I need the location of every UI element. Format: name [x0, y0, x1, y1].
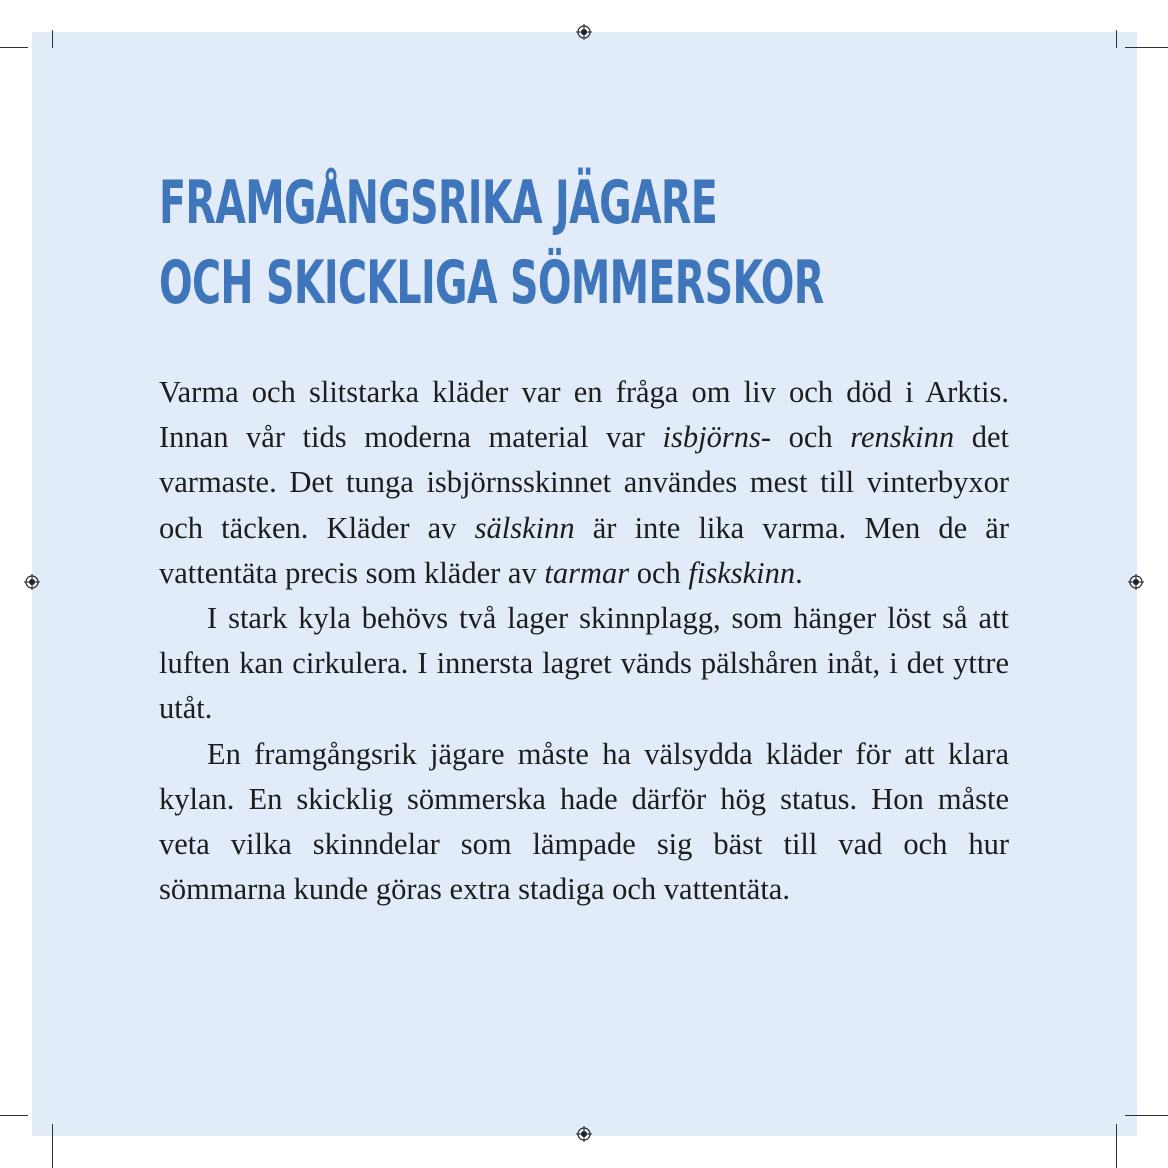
paragraph-1-text: det varmaste. Det tunga isbjörnsskinnet användes mest till vinterbyxor och täcken. Kläder av — [159, 420, 1009, 545]
italic-term: sälskinn — [474, 510, 575, 545]
italic-term: fiskskinn — [688, 555, 796, 590]
registration-mark-icon — [24, 574, 40, 590]
page-title — [159, 163, 824, 323]
paragraph-1 — [159, 370, 1009, 596]
title-line-1: FRAMGÅNGSRIKA JÄGARE — [159, 168, 718, 238]
paragraph-1-text: . — [795, 555, 803, 590]
registration-mark-icon — [1128, 574, 1144, 590]
title-line-2: OCH SKICKLIGA SÖMMERSKOR — [159, 248, 824, 318]
crop-mark — [1116, 1124, 1117, 1168]
paragraph-1-text: är inte lika varma. Men de är vattentäta precis som kläder av — [159, 510, 1009, 590]
registration-mark-icon — [576, 24, 592, 40]
registration-mark-icon — [576, 1126, 592, 1142]
crop-mark — [52, 1124, 53, 1168]
italic-term: tarmar — [544, 555, 630, 590]
crop-mark — [0, 47, 28, 48]
italic-term: renskinn — [850, 420, 955, 455]
crop-mark — [52, 30, 53, 48]
italic-term: isbjörns — [662, 420, 761, 455]
paragraph-3: En framgångsrik jägare måste ha välsydda kläder för att klara kylan. En skicklig sömmerska hade därför hög status. Hon måste veta vilka skinndelar som lämpade sig bäst till vad och hur sömmarna kunde göras extra stadiga och vattentäta. — [159, 736, 1009, 907]
paragraph-1-text: Varma och slitstarka kläder var en fråga om liv och död i Arktis. Innan vår tids moderna material var — [159, 375, 1009, 455]
crop-mark — [1116, 30, 1117, 48]
paragraph-1-text: - och — [760, 420, 851, 455]
crop-mark — [1125, 47, 1168, 48]
paragraph-1-text: och — [629, 555, 689, 590]
crop-mark — [1125, 1115, 1168, 1116]
crop-mark — [0, 1115, 28, 1116]
paragraph-2: I stark kyla behövs två lager skinnplagg, som hänger löst så att luften kan cirkulera. I innersta lagret vänds pälshåren inåt, i det yttre utåt. — [159, 601, 1009, 726]
body-text — [159, 370, 1009, 912]
